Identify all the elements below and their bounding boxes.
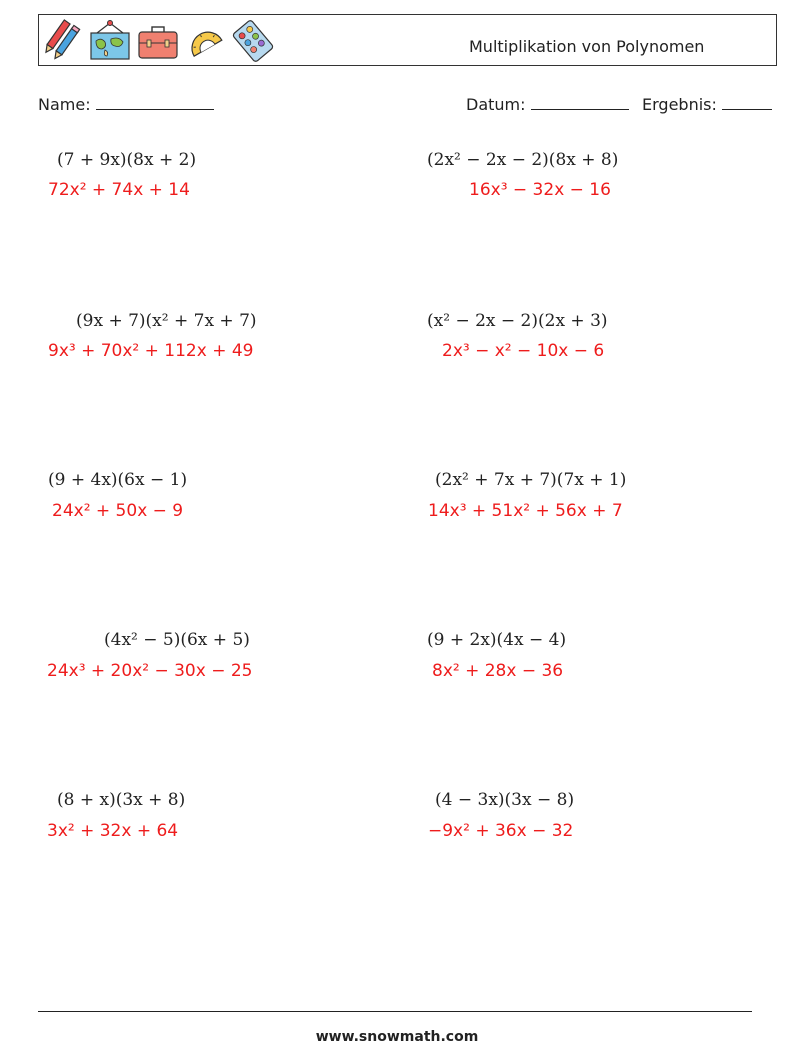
footer-divider: [38, 1011, 752, 1012]
name-blank[interactable]: [96, 95, 214, 110]
problem-expression: (x² − 2x − 2)(2x + 3): [427, 311, 608, 331]
pencils-icon: [43, 19, 83, 63]
paint-palette-icon: [231, 19, 275, 63]
problem-answer: 24x³ + 20x² − 30x − 25: [47, 661, 253, 681]
problem-answer: 24x² + 50x − 9: [52, 501, 184, 521]
protractor-icon: [185, 19, 225, 63]
problem-expression: (2x² − 2x − 2)(8x + 8): [427, 150, 619, 170]
map-board-icon: [89, 19, 131, 63]
header-box: [38, 14, 777, 66]
problem-answer: 8x² + 28x − 36: [432, 661, 564, 681]
problem-answer: 16x³ − 32x − 16: [469, 180, 611, 200]
problem-expression: (9 + 4x)(6x − 1): [48, 470, 188, 490]
problem-expression: (8 + x)(3x + 8): [57, 790, 186, 810]
problem-answer: 9x³ + 70x² + 112x + 49: [48, 341, 254, 361]
score-field: [642, 95, 772, 114]
problem-answer: −9x² + 36x − 32: [428, 821, 574, 841]
date-label: Datum:: [466, 95, 526, 114]
score-label: Ergebnis:: [642, 95, 717, 114]
problem-answer: 3x² + 32x + 64: [47, 821, 179, 841]
briefcase-icon: [137, 19, 179, 63]
problem-answer: 72x² + 74x + 14: [48, 180, 190, 200]
problem-expression: (7 + 9x)(8x + 2): [57, 150, 197, 170]
footer-url: www.snowmath.com: [315, 1029, 479, 1045]
name-label: Name:: [38, 95, 91, 114]
date-field: [466, 95, 629, 114]
problem-expression: (9 + 2x)(4x − 4): [427, 630, 567, 650]
worksheet-title: Multiplikation von Polynomen: [469, 37, 705, 56]
problem-answer: 14x³ + 51x² + 56x + 7: [428, 501, 623, 521]
problem-answer: 2x³ − x² − 10x − 6: [442, 341, 605, 361]
problem-expression: (4x² − 5)(6x + 5): [104, 630, 250, 650]
problem-expression: (4 − 3x)(3x − 8): [435, 790, 575, 810]
date-blank[interactable]: [531, 95, 629, 110]
problem-expression: (9x + 7)(x² + 7x + 7): [76, 311, 257, 331]
problem-expression: (2x² + 7x + 7)(7x + 1): [435, 470, 627, 490]
name-field: [38, 95, 214, 114]
header-icons: [43, 19, 275, 63]
score-blank[interactable]: [722, 95, 772, 110]
